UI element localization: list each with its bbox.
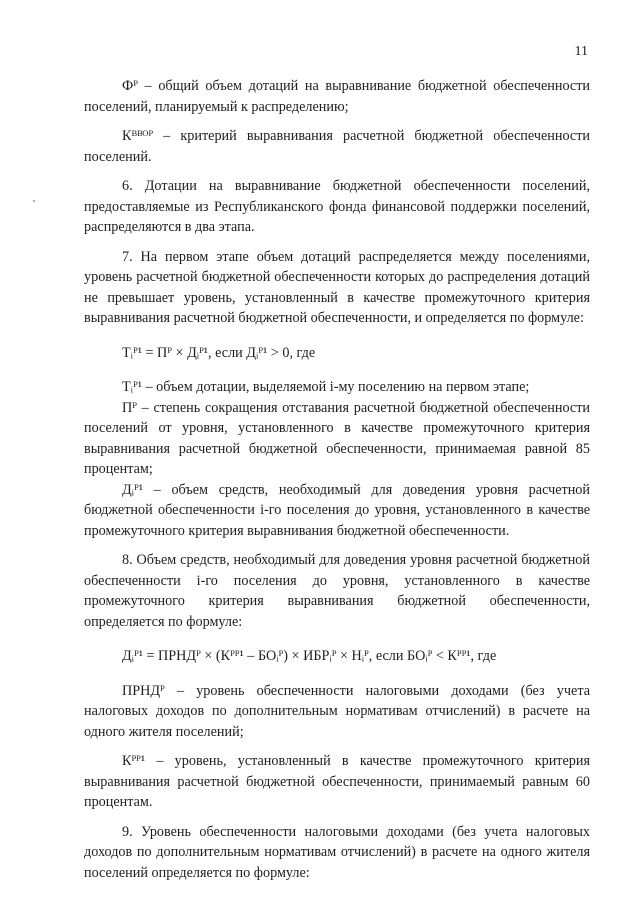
document-body (84, 76, 590, 883)
scan-speck (33, 200, 35, 202)
p-definition: Пᴾ – степень сокращения отставания расчетной бюджетной обеспеченности поселений от уровня, установленного в качестве промежуточного критерия выравнивания расчетной бюджетной обеспеченности, принимаемая равной 85 процентам; (84, 399, 590, 477)
paragraph-7: 7. На первом этапе объем дотаций распределяется между поселениями, уровень расчетной бюджетной обеспеченности которых до распределения дотаций не превышает уровень, установленный в качестве промежуточного критерия выравнивания расчетной бюджетной обеспеченности, и определяется по формуле: (84, 248, 590, 326)
formula-t: Тᵢᴾ¹ = Пᴾ × Дᵢᴾ¹, если Дᵢᴾ¹ > 0, где (122, 344, 316, 361)
paragraph-8: 8. Объем средств, необходимый для доведения уровня расчетной бюджетной обеспеченности i-го поселения до уровня, установленного в качестве промежуточного критерия выравнивания бюджетной обеспеченности, определяется по формуле: (84, 552, 590, 630)
kpp-definition: Кᴾᴾ¹ – уровень, установленный в качестве промежуточного критерия выравнивания расчетной бюджетной обеспеченности, принимаемый равным 60 процентам. (84, 753, 590, 810)
formula-d: Дᵢᴾ¹ = ПРНДᴾ × (Кᴾᴾ¹ – БОᵢᴾ) × ИБРᵢᴾ × Нᵢᴾ, если БОᵢᴾ < Кᴾᴾ¹, где (122, 648, 497, 664)
paragraph-9: 9. Уровень обеспеченности налоговыми доходами (без учета налоговых доходов по дополнительным нормативам отчислений) в расчете на одного жителя поселений определяется по формуле: (84, 823, 590, 881)
di-definition: Дᵢᴾ¹ – объем средств, необходимый для доведения уровня расчетной бюджетной обеспеченности i-го поселения до уровня, установленного в качестве промежуточного критерия выравнивания бюджетной обеспеченности. (84, 481, 590, 539)
ti-definition: Тᵢᴾ¹ – объем дотации, выделяемой i-му поселению на первом этапе; (122, 379, 530, 395)
page-number: 11 (574, 44, 588, 59)
fp-definition: Фᴾ – общий объем дотаций на выравнивание бюджетной обеспеченности поселений, планируемый к распределению; (84, 78, 590, 115)
prnd-definition: ПРНДᴾ – уровень обеспеченности налоговыми доходами (без учета налоговых доходов по дополнительным нормативам отчислений) в расчете на одного жителя поселений; (84, 682, 590, 740)
paragraph-6: 6. Дотации на выравнивание бюджетной обеспеченности поселений, предоставляемые из Республиканского фонда финансовой поддержки поселений, распределяются в два этапа. (84, 178, 590, 235)
kvbop-definition: Кᴮᴮᴼᴾ – критерий выравнивания расчетной бюджетной обеспеченности поселений. (84, 128, 590, 165)
